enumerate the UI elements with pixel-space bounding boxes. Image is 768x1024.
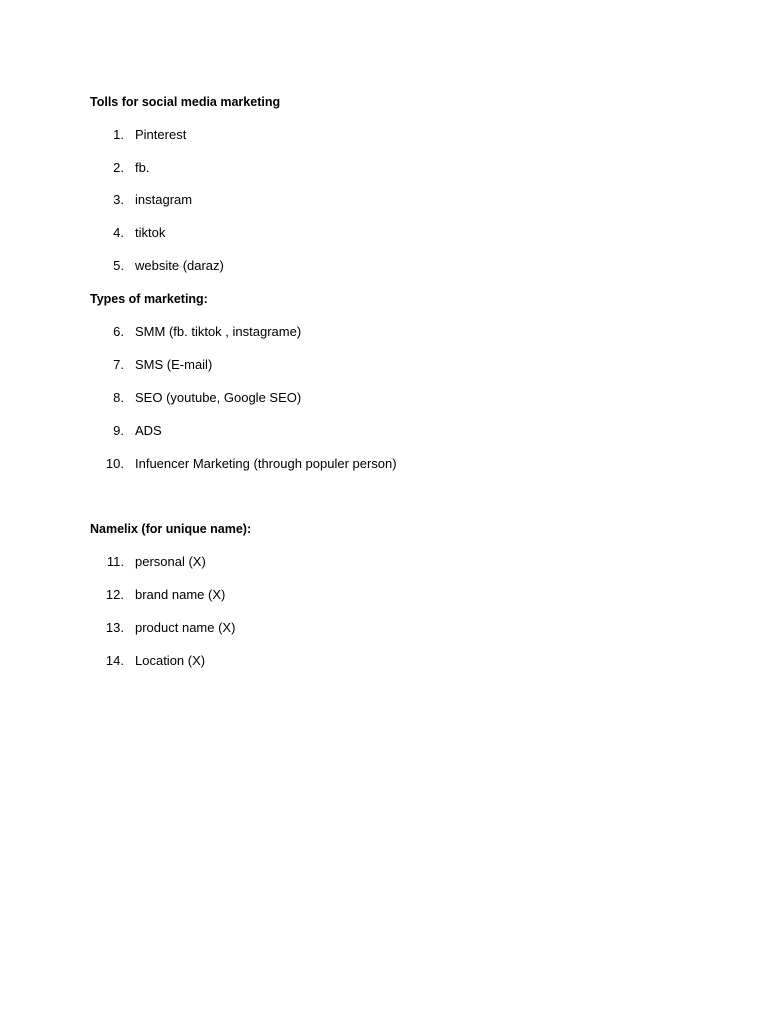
list-item-number: 13.	[105, 620, 124, 635]
section-heading-namelix: Namelix (for unique name):	[90, 522, 252, 536]
list-item-text: tiktok	[135, 225, 166, 240]
list-item-text: personal (X)	[135, 554, 206, 569]
section-heading-tools: Tolls for social media marketing	[90, 95, 281, 109]
list-item-number: 8.	[113, 390, 124, 405]
list-item-number: 9.	[113, 423, 124, 438]
list-item-text: Infuencer Marketing (through populer person)	[135, 456, 397, 471]
list-item-number: 1.	[113, 127, 124, 142]
list-item-number: 10.	[105, 456, 124, 471]
list-item-text: SEO (youtube, Google SEO)	[135, 390, 302, 405]
list-item-text: ADS	[135, 423, 162, 438]
list-item-number: 2.	[113, 160, 124, 175]
list-item-number: 7.	[113, 357, 124, 372]
list-item-number: 14.	[105, 653, 124, 668]
list-item-text: instagram	[135, 192, 193, 207]
list-item-text: product name (X)	[135, 620, 236, 635]
list-item-text: website (daraz)	[135, 258, 224, 273]
section-heading-types: Types of marketing:	[90, 292, 208, 306]
list-item-number: 11.	[106, 554, 124, 569]
list-item-text: brand name (X)	[135, 587, 226, 602]
list-item-text: Location (X)	[135, 653, 206, 668]
list-item-text: SMM (fb. tiktok , instagrame)	[135, 324, 302, 339]
list-item-text: Pinterest	[135, 127, 187, 142]
list-item-text: SMS (E-mail)	[135, 357, 213, 372]
list-item-number: 4.	[113, 225, 124, 240]
list-item-number: 5.	[113, 258, 124, 273]
list-item-text: fb.	[135, 160, 150, 175]
list-item-number: 6.	[113, 324, 124, 339]
list-item-number: 12.	[105, 587, 124, 602]
list-item-number: 3.	[113, 192, 124, 207]
